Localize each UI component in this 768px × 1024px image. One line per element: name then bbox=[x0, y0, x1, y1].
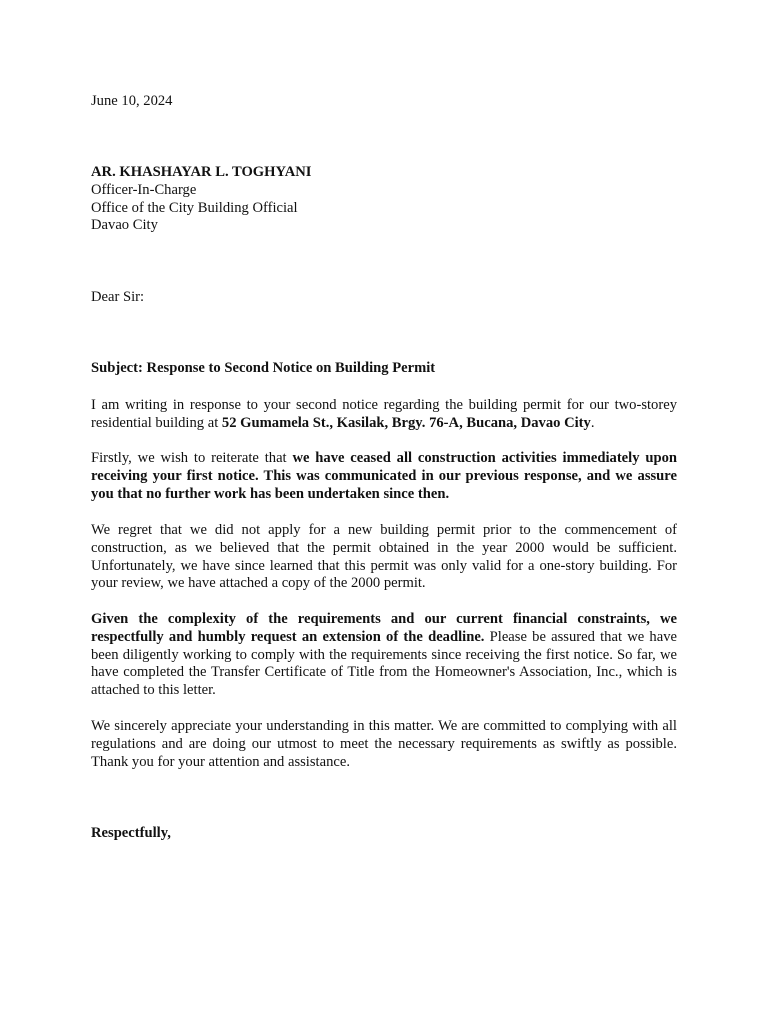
paragraph-4 bbox=[91, 611, 677, 700]
p1-text: I am writing in response to your second notice regarding the building permit for our two-storey residential building at bbox=[91, 397, 677, 431]
p2-bold-text: we have ceased all construction activities immediately upon receiving your first notice. This was communicated in our previous response, and we assure you that no further work has been undertaken since then. bbox=[91, 450, 677, 502]
p3-text: We regret that we did not apply for a new building permit prior to the commencement of construction, as we believed that the permit obtained in the year 2000 would be sufficient. Unfortunately, we have since learned that this permit was only valid for a one-story building. For your review, we have attached a copy of the 2000 permit. bbox=[91, 522, 677, 592]
paragraph-1 bbox=[91, 397, 677, 433]
p1-address: 52 Gumamela St., Kasilak, Brgy. 76-A, Bucana, Davao City bbox=[221, 414, 591, 431]
p4-text: Please be assured that we have been diligently working to comply with the requirements since receiving the first notice. So far, we have completed the Transfer Certificate of Title from the Homeowner's Association, Inc., which is attached to this letter. bbox=[91, 628, 677, 699]
closing-text: Respectfully, bbox=[91, 825, 171, 841]
closing bbox=[91, 825, 677, 843]
salutation-text: Dear Sir: bbox=[91, 289, 145, 305]
subject-text: Subject: Response to Second Notice on Building Permit bbox=[91, 360, 436, 376]
recipient-city: Davao City bbox=[91, 217, 158, 234]
paragraph-2 bbox=[91, 450, 677, 503]
paragraph-5 bbox=[91, 718, 677, 771]
p5-text: We sincerely appreciate your understanding in this matter. We are committed to complying with all regulations and are doing our utmost to meet the necessary requirements as swiftly as possible. Thank you for your attention and assistance. bbox=[91, 718, 677, 770]
paragraph-3 bbox=[91, 522, 677, 593]
letter-date bbox=[91, 93, 677, 111]
date-text: June 10, 2024 bbox=[91, 93, 173, 109]
salutation bbox=[91, 289, 677, 307]
recipient-name: AR. KHASHAYAR L. TOGHYANI bbox=[91, 164, 312, 180]
subject-line bbox=[91, 360, 677, 378]
p1-period: . bbox=[590, 414, 595, 431]
p2-text: Firstly, we wish to reiterate that bbox=[91, 450, 293, 466]
recipient-title: Officer-In-Charge bbox=[91, 181, 197, 198]
recipient-block bbox=[91, 164, 677, 235]
recipient-office: Office of the City Building Official bbox=[91, 199, 298, 216]
p4-bold-text: Given the complexity of the requirements and our current financial constraints, we respectfully and humbly request an extension of the deadline. bbox=[91, 611, 677, 645]
